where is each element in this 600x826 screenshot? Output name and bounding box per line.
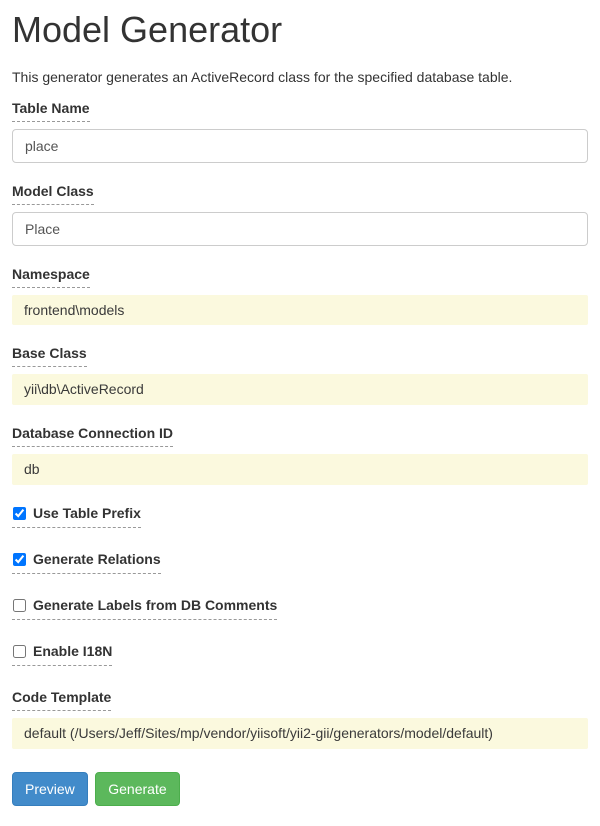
field-group-db-connection — [12, 425, 588, 485]
model-class-label: Model Class — [12, 183, 94, 205]
field-group-model-class — [12, 183, 588, 246]
field-group-code-template — [12, 689, 588, 749]
model-generator-page — [0, 10, 600, 826]
checkbox-group-generate-labels — [12, 597, 588, 620]
use-table-prefix-checkbox[interactable] — [13, 507, 26, 520]
page-description: This generator generates an ActiveRecord class for the specified database table. — [12, 68, 513, 85]
generate-button[interactable]: Generate — [95, 772, 179, 806]
checkbox-group-enable-i18n — [12, 643, 588, 666]
page-title: Model Generator — [12, 9, 283, 50]
generate-labels-option[interactable] — [12, 597, 277, 620]
generate-labels-label: Generate Labels from DB Comments — [33, 597, 278, 613]
field-group-table-name — [12, 100, 588, 163]
table-name-input[interactable] — [12, 129, 588, 163]
enable-i18n-option[interactable] — [12, 643, 112, 666]
db-connection-label: Database Connection ID — [12, 425, 173, 447]
namespace-label: Namespace — [12, 266, 90, 288]
generate-labels-checkbox[interactable] — [13, 599, 26, 612]
checkbox-group-use-table-prefix — [12, 505, 588, 528]
checkbox-group-generate-relations — [12, 551, 588, 574]
base-class-field[interactable]: yii\db\ActiveRecord — [12, 374, 588, 405]
code-template-field[interactable]: default (/Users/Jeff/Sites/mp/vendor/yiisoft/yii2-gii/generators/model/default) — [12, 718, 588, 749]
model-class-input[interactable] — [12, 212, 588, 246]
table-name-label: Table Name — [12, 100, 90, 122]
code-template-label: Code Template — [12, 689, 111, 711]
base-class-label: Base Class — [12, 345, 87, 367]
generate-relations-option[interactable] — [12, 551, 161, 574]
namespace-field[interactable]: frontend\models — [12, 295, 588, 326]
db-connection-field[interactable]: db — [12, 454, 588, 485]
form-buttons — [12, 772, 588, 806]
generate-relations-checkbox[interactable] — [13, 553, 26, 566]
enable-i18n-checkbox[interactable] — [13, 645, 26, 658]
generate-relations-label: Generate Relations — [33, 551, 161, 567]
field-group-namespace — [12, 266, 588, 326]
model-generator-form — [12, 100, 588, 806]
enable-i18n-label: Enable I18N — [33, 643, 113, 659]
use-table-prefix-option[interactable] — [12, 505, 141, 528]
preview-button[interactable]: Preview — [12, 772, 88, 806]
use-table-prefix-label: Use Table Prefix — [33, 505, 141, 521]
field-group-base-class — [12, 345, 588, 405]
